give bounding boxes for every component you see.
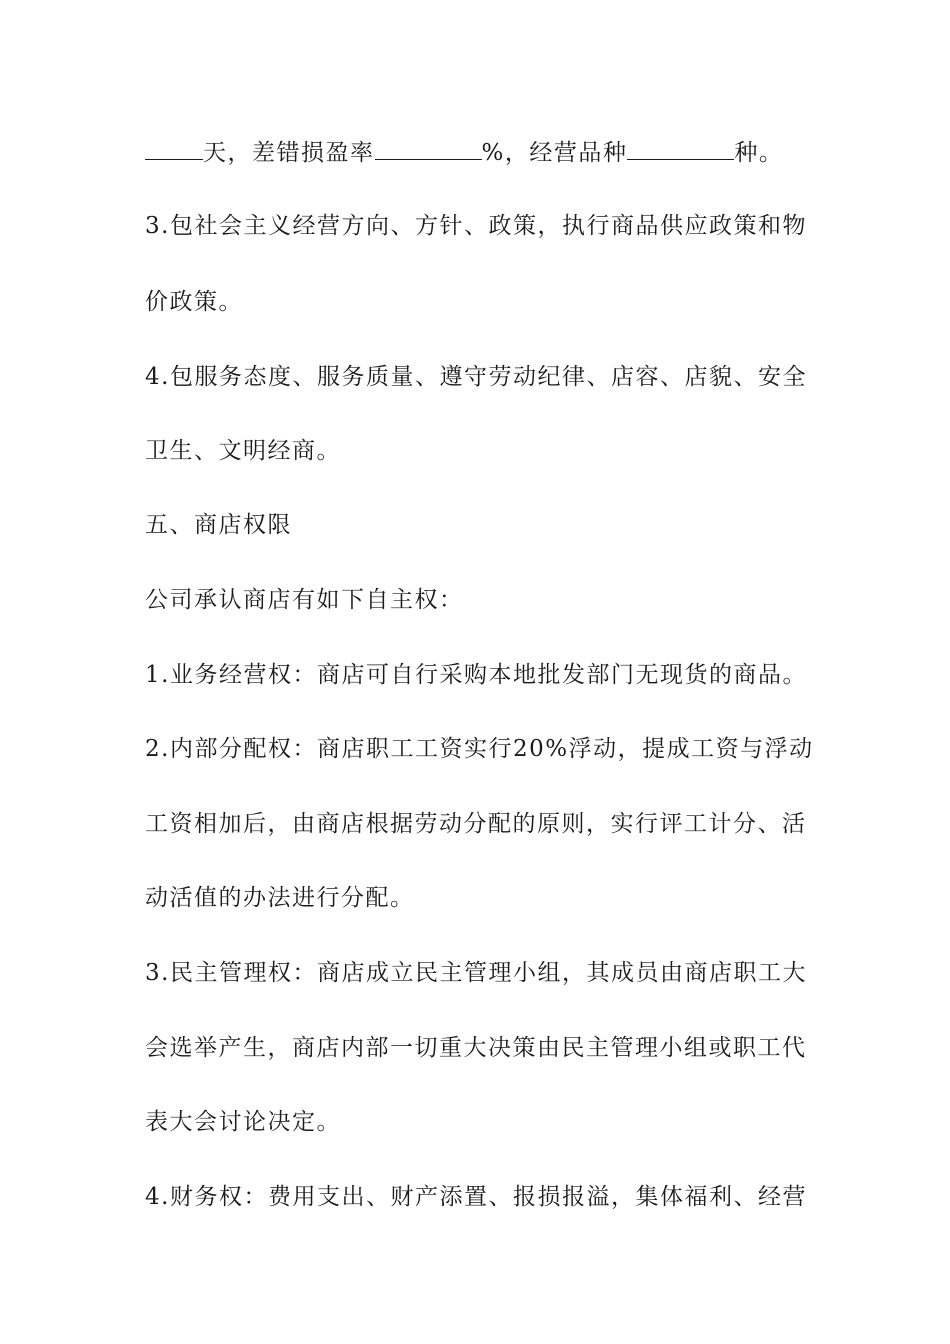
text-line: 2.内部分配权：商店职工工资实行20%浮动，提成工资与浮动 (145, 736, 814, 762)
text-segment: %，经营品种 (481, 140, 628, 166)
text-line: 会选举产生，商店内部一切重大决策由民主管理小组或职工代 (145, 1035, 807, 1061)
text-line: 价政策。 (145, 289, 243, 315)
text-line: 4.包服务态度、服务质量、遵守劳动纪律、店容、店貌、安全 (145, 364, 807, 390)
text-segment: 天，差错损盈率 (203, 140, 375, 166)
blank-days (145, 139, 203, 160)
text-line: 3.民主管理权：商店成立民主管理小组，其成员由商店职工大 (145, 960, 807, 986)
text-line: 卫生、文明经商。 (145, 438, 341, 464)
text-line: 3.包社会主义经营方向、方针、政策，执行商品供应政策和物 (145, 213, 807, 239)
text-line: 动活值的办法进行分配。 (145, 885, 415, 911)
text-line: 1.业务经营权：商店可自行采购本地批发部门无现货的商品。 (145, 662, 807, 688)
blank-loss-rate (375, 139, 482, 160)
text-line: 表大会讨论决定。 (145, 1109, 341, 1135)
text-line: 公司承认商店有如下自主权： (145, 587, 464, 613)
blank-variety-count (627, 139, 734, 160)
text-line: 工资相加后，由商店根据劳动分配的原则，实行评工计分、活 (145, 811, 807, 837)
text-line-fill-in (145, 138, 825, 168)
section-heading: 五、商店权限 (145, 512, 292, 538)
text-line: 4.财务权：费用支出、财产添置、报损报溢，集体福利、经营 (145, 1184, 807, 1210)
text-segment: 种。 (734, 140, 784, 166)
